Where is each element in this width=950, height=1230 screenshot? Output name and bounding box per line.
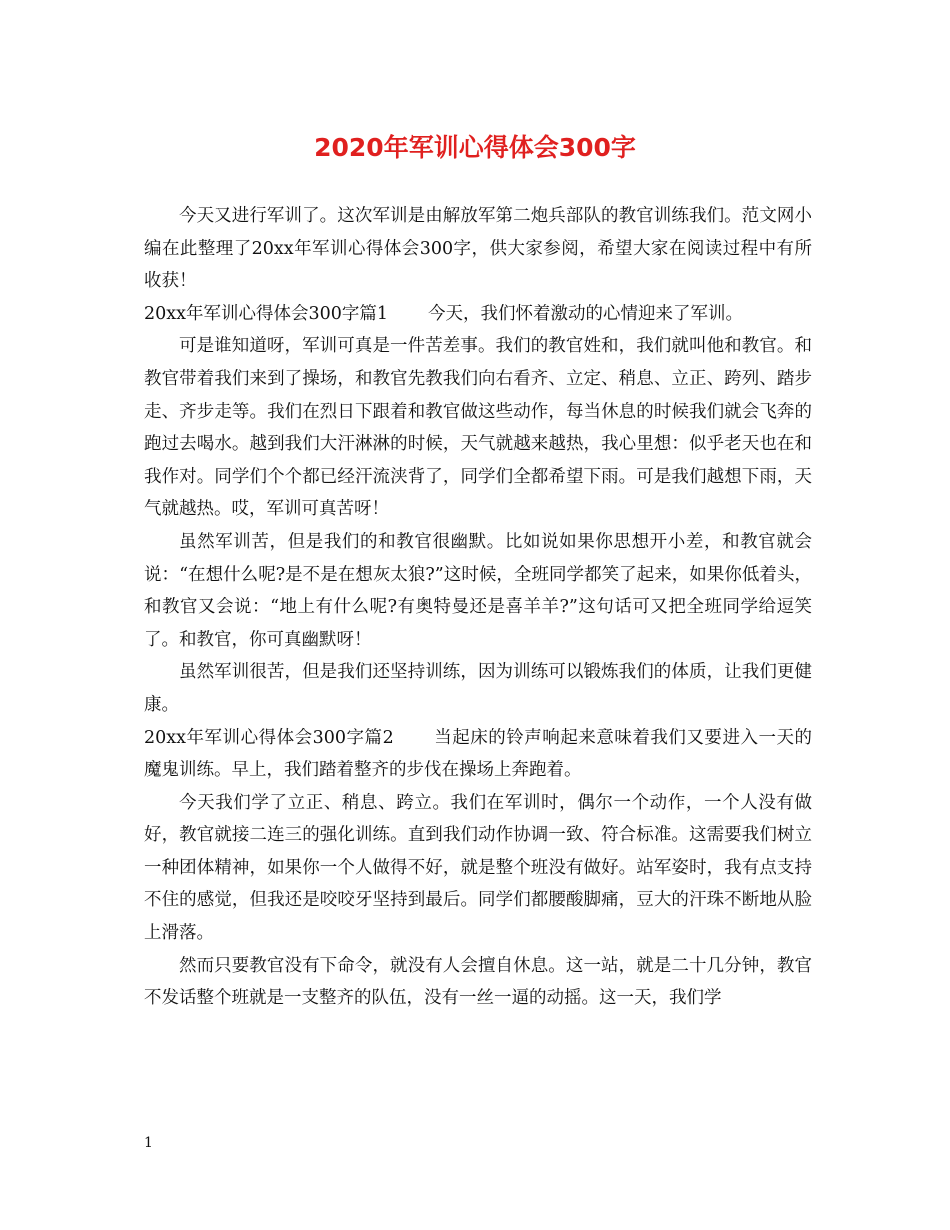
section-heading-line	[144, 722, 812, 787]
section-lead-text: 今天，我们怀着激动的心情迎来了军训。	[428, 303, 744, 324]
paragraph: 可是谁知道呀，军训可真是一件苦差事。我们的教官姓和，我们就叫他和教官。和教官带着我们来到了操场，和教官先教我们向右看齐、立定、稍息、立正、跨列、踏步走、齐步走等。我们在烈日下跟着和教官做这些动作，每当休息的时候我们就会飞奔的跑过去喝水。越到我们大汗淋淋的时候，天气就越来越热，我心里想：似乎老天也在和我作对。同学们个个都已经汗流浃背了，同学们全都希望下雨。可是我们越想下雨，天气就越热。哎，军训可真苦呀！	[144, 336, 812, 520]
page-number: 1	[144, 1135, 153, 1151]
paragraph-intro: 今天又进行军训了。这次军训是由解放军第二炮兵部队的教官训练我们。范文网小编在此整理了20xx年军训心得体会300字，供大家参阅，希望大家在阅读过程中有所收获！	[144, 206, 812, 292]
section-heading: 20xx年军训心得体会300字篇1	[144, 303, 389, 324]
section-lead-text: 当起床的铃声响起来意味着我们又要进入一天的魔鬼训练。早上，我们踏着整齐的步伐在操场上奔跑着。	[144, 727, 812, 781]
section-heading: 20xx年军训心得体会300字篇2	[144, 727, 394, 748]
document-title: 2020年军训心得体会300字	[314, 133, 636, 162]
paragraph: 然而只要教官没有下命令，就没有人会擅自休息。这一站，就是二十几分钟，教官不发话整个班就是一支整齐的队伍，没有一丝一逼的动摇。这一天，我们学	[144, 955, 812, 1009]
paragraph: 今天我们学了立正、稍息、跨立。我们在军训时，偶尔一个动作，一个人没有做好，教官就接二连三的强化训练。直到我们动作协调一致、符合标准。这需要我们树立一种团体精神，如果你一个人做得不好，就是整个班没有做好。站军姿时，我有点支持不住的感觉，但我还是咬咬牙坚持到最后。同学们都腰酸脚痛，豆大的汗珠不断地从脸上滑落。	[144, 792, 812, 944]
document-body	[144, 200, 812, 1015]
paragraph: 虽然军训很苦，但是我们还坚持训练，因为训练可以锻炼我们的体质，让我们更健康。	[144, 662, 812, 715]
paragraph: 虽然军训苦，但是我们的和教官很幽默。比如说如果你思想开小差，和教官就会说：“在想什么呢?是不是在想灰太狼?”这时候，全班同学都笑了起来，如果你低着头，和教官又会说：“地上有什么呢?有奥特曼还是喜羊羊?”这句话可又把全班同学给逗笑了。和教官，你可真幽默呀！	[144, 531, 812, 650]
section-heading-line	[144, 298, 812, 331]
